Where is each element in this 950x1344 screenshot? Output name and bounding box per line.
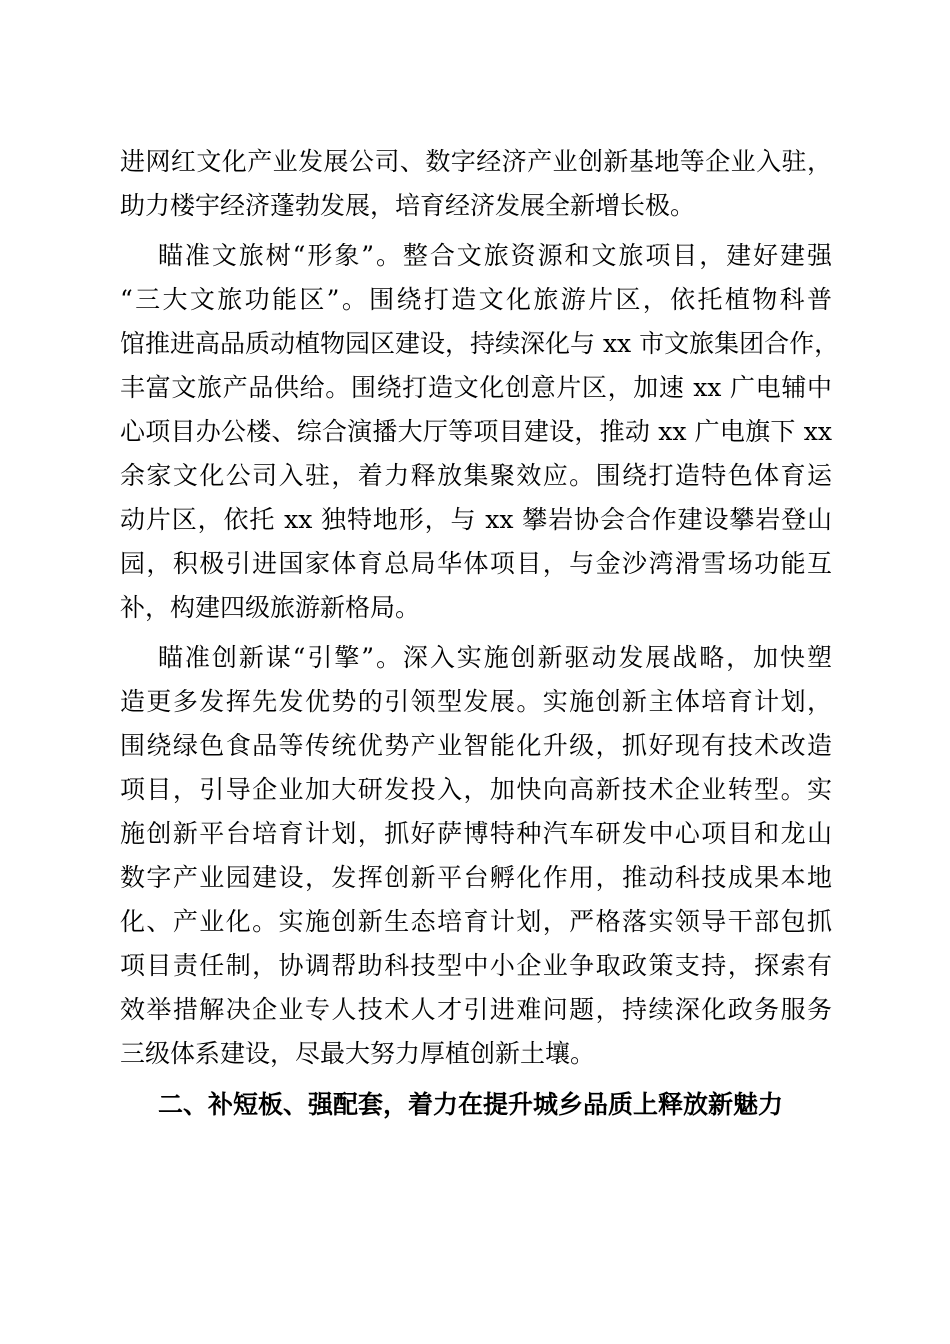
paragraph-3-line-8: 项目责任制，协调帮助科技型中小企业争取政策支持，探索有 — [120, 951, 832, 980]
paragraph-2-line-5: 心项目办公楼、综合演播大厅等项目建设，推动 xx 广电旗下 xx — [120, 417, 832, 446]
paragraph-3-line-1: 瞄准创新谋“引擎”。深入实施创新驱动发展战略，加快塑 — [158, 643, 832, 672]
paragraph-1-line-2: 助力楼宇经济蓬勃发展，培育经济发展全新增长极。 — [120, 191, 696, 220]
paragraph-2-line-9: 补，构建四级旅游新格局。 — [120, 593, 421, 622]
section-heading: 二、补短板、强配套，着力在提升城乡品质上释放新魅力 — [158, 1090, 784, 1119]
paragraph-3-line-6: 数字产业园建设，发挥创新平台孵化作用，推动科技成果本地 — [120, 863, 832, 892]
paragraph-2-line-1: 瞄准文旅树“形象”。整合文旅资源和文旅项目，建好建强 — [158, 241, 832, 270]
paragraph-3-line-2: 造更多发挥先发优势的引领型发展。实施创新主体培育计划， — [120, 687, 832, 716]
paragraph-1-line-1: 进网红文化产业发展公司、数字经济产业创新基地等企业入驻， — [120, 147, 832, 176]
paragraph-3-line-4: 项目，引导企业加大研发投入，加快向高新技术企业转型。实 — [120, 775, 832, 804]
paragraph-3-line-9: 效举措解决企业专人技术人才引进难问题，持续深化政务服务 — [120, 995, 832, 1024]
paragraph-2-line-3: 馆推进高品质动植物园区建设，持续深化与 xx 市文旅集团合作， — [120, 329, 840, 358]
paragraph-2-line-6: 余家文化公司入驻，着力释放集聚效应。围绕打造特色体育运 — [120, 461, 832, 490]
paragraph-3-line-10: 三级体系建设，尽最大努力厚植创新土壤。 — [120, 1039, 596, 1068]
paragraph-3-line-3: 围绕绿色食品等传统优势产业智能化升级，抓好现有技术改造 — [120, 731, 832, 760]
paragraph-2-line-4: 丰富文旅产品供给。围绕打造文化创意片区，加速 xx 广电辅中 — [120, 373, 832, 402]
paragraph-2-line-2: “三大文旅功能区”。围绕打造文化旅游片区，依托植物科普 — [120, 285, 832, 314]
paragraph-2-line-7: 动片区，依托 xx 独特地形，与 xx 攀岩协会合作建设攀岩登山 — [120, 505, 832, 534]
paragraph-2-line-8: 园，积极引进国家体育总局华体项目，与金沙湾滑雪场功能互 — [120, 549, 832, 578]
paragraph-3-line-5: 施创新平台培育计划，抓好萨博特种汽车研发中心项目和龙山 — [120, 819, 832, 848]
paragraph-3-line-7: 化、产业化。实施创新生态培育计划，严格落实领导干部包抓 — [120, 907, 832, 936]
